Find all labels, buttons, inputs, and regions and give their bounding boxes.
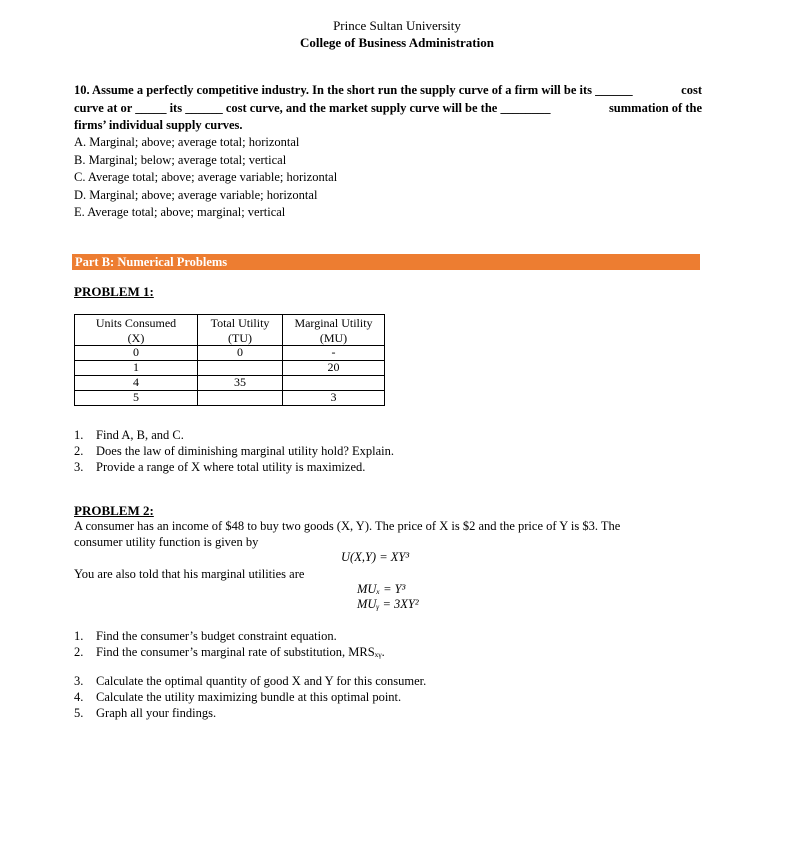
- intro-line-2: consumer utility function is given by: [74, 535, 259, 549]
- header-units-consumed: [75, 315, 198, 346]
- table-cell: 0: [198, 346, 283, 361]
- option-a: A. Marginal; above; average total; horizontal: [74, 135, 300, 149]
- list-number: 2.: [74, 444, 84, 458]
- list-number: 1.: [74, 629, 84, 643]
- marginal-utility-equations: [357, 582, 419, 612]
- problem-2-intro: [74, 518, 674, 550]
- question-line-2-text: curve at or _____ its ______ cost curve, and the market supply curve will be the ________: [74, 100, 551, 115]
- list-item: [74, 628, 385, 644]
- table-row: [75, 376, 385, 391]
- table-cell: 35: [198, 376, 283, 391]
- marginal-utilities-intro: You are also told that his marginal utilities are: [74, 567, 305, 581]
- utility-function: U(X,Y) = XY³: [341, 550, 410, 564]
- list-text: Graph all your findings.: [96, 706, 217, 720]
- header-marginal-utility: [283, 315, 385, 346]
- option-c: C. Average total; above; average variable; horizontal: [74, 170, 338, 184]
- table-cell: 20: [283, 361, 385, 376]
- list-text: Provide a range of X where total utility is maximized.: [96, 460, 366, 474]
- list-text: Find A, B, and C.: [96, 428, 184, 442]
- list-number: 4.: [74, 690, 84, 704]
- intro-line-1: A consumer has an income of $48 to buy two goods (X, Y). The price of X is $2 and the price of Y is $3. The: [74, 519, 621, 533]
- question-line-3: firms’ individual supply curves.: [74, 118, 243, 132]
- mu-x-equation: MUₓ = Y³: [357, 582, 406, 596]
- list-item: [74, 459, 394, 475]
- list-number: 2.: [74, 645, 84, 659]
- part-b-title: Part B: Numerical Problems: [75, 255, 228, 269]
- header-text: Total Utility: [210, 316, 270, 330]
- mu-y-equation: MUᵧ = 3XY²: [357, 597, 419, 611]
- university-name: Prince Sultan University: [333, 18, 461, 33]
- list-number: 3.: [74, 674, 84, 688]
- table-cell: 0: [75, 346, 198, 361]
- list-text: Find the consumer’s marginal rate of substitution, MRSₓᵧ.: [96, 645, 385, 659]
- list-number: 1.: [74, 428, 84, 442]
- table-header-row: [75, 315, 385, 346]
- table-row: [75, 346, 385, 361]
- header-text: (TU): [228, 330, 252, 345]
- table-cell: 4: [75, 376, 198, 391]
- table-cell: 5: [75, 391, 198, 406]
- list-item: [74, 705, 426, 721]
- table-cell: [198, 391, 283, 406]
- question-options: [74, 134, 337, 222]
- header-total-utility: [198, 315, 283, 346]
- table-cell: 3: [283, 391, 385, 406]
- table-cell: [198, 361, 283, 376]
- option-d: D. Marginal; above; average variable; horizontal: [74, 187, 318, 202]
- problem-2-title: PROBLEM 2:: [74, 503, 154, 518]
- table-row: [75, 391, 385, 406]
- college-name: College of Business Administration: [300, 35, 494, 50]
- problem-2-questions-b: [74, 673, 426, 721]
- list-item: [74, 689, 426, 705]
- header-text: Units Consumed: [95, 316, 177, 330]
- list-item: [74, 443, 394, 459]
- table-cell: [283, 376, 385, 391]
- list-text: Calculate the utility maximizing bundle at this optimal point.: [96, 690, 402, 704]
- table-cell: 1: [75, 361, 198, 376]
- list-text: Calculate the optimal quantity of good X and Y for this consumer.: [96, 674, 427, 688]
- question-10: [74, 82, 702, 135]
- list-text: Does the law of diminishing marginal utility hold? Explain.: [96, 444, 394, 458]
- question-line-1: [74, 82, 702, 100]
- problem-1-questions: [74, 427, 394, 475]
- header-text: Marginal Utility: [294, 316, 373, 330]
- question-line-2: [74, 100, 702, 118]
- utility-table: [74, 314, 385, 406]
- header-text: (X): [127, 330, 145, 345]
- list-text: Find the consumer’s budget constraint equation.: [96, 629, 337, 643]
- header-text: (MU): [319, 330, 348, 345]
- list-number: 3.: [74, 460, 84, 474]
- list-number: 5.: [74, 706, 84, 720]
- list-item: [74, 427, 394, 443]
- part-b-header-bar: [72, 254, 700, 270]
- problem-1-title: PROBLEM 1:: [74, 284, 154, 299]
- table-row: [75, 361, 385, 376]
- question-line-1-end: cost: [681, 83, 702, 97]
- list-item: [74, 673, 426, 689]
- problem-2-questions-a: [74, 628, 385, 660]
- list-item: [74, 644, 385, 660]
- option-e: E. Average total; above; marginal; vertical: [74, 205, 286, 219]
- question-line-1-text: 10. Assume a perfectly competitive industry. In the short run the supply curve of a firm will be its ______: [74, 83, 633, 97]
- option-b: B. Marginal; below; average total; vertical: [74, 152, 287, 167]
- question-line-2-end: summation of the: [608, 100, 702, 115]
- table-cell: -: [283, 346, 385, 361]
